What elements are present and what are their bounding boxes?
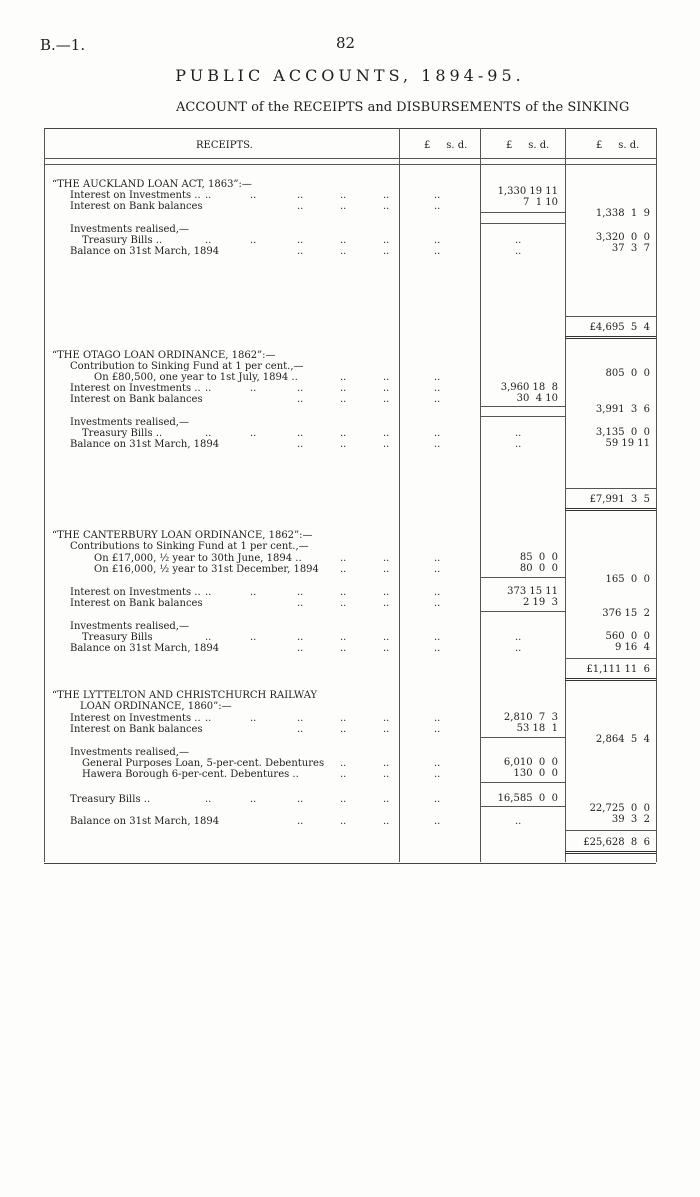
leader-dot: .. (340, 439, 347, 450)
column-header-1: £ s. d. (424, 140, 468, 151)
leader-dot: .. (205, 428, 212, 439)
row-label: Treasury Bills .. (82, 428, 163, 439)
row-label: Interest on Bank balances (70, 598, 203, 609)
leader-dot: .. (340, 758, 347, 769)
leader-dot: .. (515, 816, 522, 827)
leader-dot: .. (383, 190, 390, 201)
leader-dot: .. (383, 598, 390, 609)
leader-dot: .. (340, 632, 347, 643)
section-title: “THE OTAGO LOAN ORDINANCE, 1862”:— (52, 350, 276, 361)
column-header-3: £ s. d. (596, 140, 640, 151)
leader-dot: .. (383, 564, 390, 575)
leader-dot: .. (434, 794, 441, 805)
leader-dot: .. (250, 632, 257, 643)
total-rule (565, 830, 656, 831)
leader-dot: .. (383, 769, 390, 780)
total-double-rule (565, 336, 656, 339)
amount: 373 15 11 (507, 586, 558, 597)
amount: 1,338 1 9 (595, 208, 650, 219)
leader-dot: .. (434, 246, 441, 257)
amount: 6,010 0 0 (503, 757, 558, 768)
leader-dot: .. (515, 632, 522, 643)
leader-dot: .. (434, 564, 441, 575)
leader-dot: .. (383, 713, 390, 724)
amount: 376 15 2 (602, 608, 650, 619)
total-rule (565, 316, 656, 317)
leader-dot: .. (383, 587, 390, 598)
leader-dot: .. (383, 235, 390, 246)
leader-dot: .. (250, 428, 257, 439)
column-header-2: £ s. d. (506, 140, 550, 151)
leader-dot: .. (383, 816, 390, 827)
leader-dot: .. (297, 587, 304, 598)
table-border-left (44, 128, 45, 862)
leader-dot: .. (340, 372, 347, 383)
leader-dot: .. (205, 235, 212, 246)
amount: 22,725 0 0 (589, 803, 650, 814)
leader-dot: .. (515, 246, 522, 257)
leader-dot: .. (434, 758, 441, 769)
amount: 30 4 10 (516, 393, 558, 404)
leader-dot: .. (340, 769, 347, 780)
amount: 7 1 10 (523, 197, 558, 208)
leader-dot: .. (340, 428, 347, 439)
leader-dot: .. (383, 246, 390, 257)
amount: 39 3 2 (611, 814, 650, 825)
leader-dot: .. (297, 816, 304, 827)
leader-dot: .. (205, 383, 212, 394)
total-double-rule (565, 508, 656, 511)
leader-dot: .. (340, 713, 347, 724)
subtotal-rule (480, 611, 565, 612)
leader-dot: .. (434, 724, 441, 735)
amount: 165 0 0 (605, 574, 650, 585)
leader-dot: .. (205, 632, 212, 643)
row-label: On £80,500, one year to 1st July, 1894 .. (94, 372, 298, 383)
section-title: “THE CANTERBURY LOAN ORDINANCE, 1862”:— (52, 530, 313, 541)
amount: 85 0 0 (519, 552, 558, 563)
row-label: Investments realised,— (70, 417, 189, 428)
subtotal-rule (480, 577, 565, 578)
leader-dot: .. (434, 201, 441, 212)
row-label: Investments realised,— (70, 621, 189, 632)
amount: 53 18 1 (516, 723, 558, 734)
amount: 59 19 11 (605, 438, 650, 449)
section-title: “THE AUCKLAND LOAN ACT, 1863”:— (52, 179, 252, 190)
section-total: £1,111 11 6 (586, 664, 650, 675)
subtotal-rule (480, 416, 565, 417)
row-label: Balance on 31st March, 1894 (70, 246, 220, 257)
document-reference: B.—1. (40, 36, 86, 54)
row-label: Balance on 31st March, 1894 (70, 439, 220, 450)
leader-dot: .. (297, 190, 304, 201)
leader-dot: .. (383, 394, 390, 405)
row-label: Treasury Bills (82, 632, 153, 643)
row-label: General Purposes Loan, 5-per-cent. Debentures (82, 758, 325, 769)
table-border-right (656, 128, 657, 862)
amount: 560 0 0 (605, 631, 650, 642)
leader-dot: .. (205, 190, 212, 201)
amount: 2,810 7 3 (503, 712, 558, 723)
leader-dot: .. (434, 383, 441, 394)
leader-dot: .. (434, 553, 441, 564)
row-label: Interest on Bank balances (70, 394, 203, 405)
leader-dot: .. (383, 632, 390, 643)
leader-dot: .. (434, 598, 441, 609)
amount: 3,320 0 0 (595, 232, 650, 243)
leader-dot: .. (340, 598, 347, 609)
leader-dot: .. (434, 372, 441, 383)
leader-dot: .. (340, 246, 347, 257)
row-label: Contribution to Sinking Fund at 1 per cent.,— (70, 361, 304, 372)
leader-dot: .. (340, 794, 347, 805)
page-number: 82 (336, 34, 356, 52)
column-divider-1 (399, 128, 400, 862)
leader-dot: .. (297, 724, 304, 735)
leader-dot: .. (340, 816, 347, 827)
leader-dot: .. (383, 383, 390, 394)
leader-dot: .. (297, 201, 304, 212)
subtotal-rule (480, 806, 565, 807)
leader-dot: .. (297, 428, 304, 439)
leader-dot: .. (434, 587, 441, 598)
leader-dot: .. (434, 632, 441, 643)
leader-dot: .. (340, 383, 347, 394)
row-label: Contributions to Sinking Fund at 1 per cent.,— (70, 541, 309, 552)
amount: 2 19 3 (523, 597, 558, 608)
row-label: Interest on Investments .. (70, 190, 201, 201)
leader-dot: .. (297, 713, 304, 724)
leader-dot: .. (383, 428, 390, 439)
row-label: Interest on Investments .. (70, 383, 201, 394)
leader-dot: .. (515, 235, 522, 246)
leader-dot: .. (297, 383, 304, 394)
leader-dot: .. (250, 587, 257, 598)
leader-dot: .. (340, 724, 347, 735)
header-rule-lower (44, 164, 656, 165)
column-divider-2 (480, 128, 481, 862)
leader-dot: .. (383, 553, 390, 564)
receipts-column-header: RECEIPTS. (196, 140, 253, 151)
leader-dot: .. (515, 643, 522, 654)
row-label: Investments realised,— (70, 747, 189, 758)
leader-dot: .. (434, 235, 441, 246)
leader-dot: .. (515, 428, 522, 439)
leader-dot: .. (383, 201, 390, 212)
amount: 37 3 7 (611, 243, 650, 254)
leader-dot: .. (250, 383, 257, 394)
amount: 9 16 4 (615, 642, 650, 653)
row-label: Interest on Bank balances (70, 724, 203, 735)
leader-dot: .. (340, 564, 347, 575)
leader-dot: .. (205, 713, 212, 724)
leader-dot: .. (297, 246, 304, 257)
subtotal-rule (480, 223, 565, 224)
row-label: On £16,000, ½ year to 31st December, 1894 (94, 564, 319, 575)
leader-dot: .. (297, 439, 304, 450)
amount: 16,585 0 0 (497, 793, 558, 804)
leader-dot: .. (383, 758, 390, 769)
row-label: Hawera Borough 6-per-cent. Debentures .. (82, 769, 299, 780)
amount: 1,330 19 11 (497, 186, 558, 197)
leader-dot: .. (297, 235, 304, 246)
leader-dot: .. (515, 439, 522, 450)
leader-dot: .. (297, 598, 304, 609)
column-divider-3 (565, 128, 566, 862)
leader-dot: .. (383, 794, 390, 805)
leader-dot: .. (205, 794, 212, 805)
leader-dot: .. (250, 190, 257, 201)
leader-dot: .. (340, 201, 347, 212)
leader-dot: .. (340, 235, 347, 246)
row-label: Interest on Investments .. (70, 587, 201, 598)
leader-dot: .. (434, 439, 441, 450)
total-double-rule (565, 678, 656, 681)
leader-dot: .. (434, 713, 441, 724)
leader-dot: .. (297, 643, 304, 654)
leader-dot: .. (340, 643, 347, 654)
leader-dot: .. (383, 439, 390, 450)
leader-dot: .. (434, 428, 441, 439)
leader-dot: .. (250, 235, 257, 246)
total-rule (565, 488, 656, 489)
total-rule (565, 658, 656, 659)
section-total: £25,628 8 6 (583, 837, 650, 848)
leader-dot: .. (250, 713, 257, 724)
row-label: Treasury Bills .. (70, 794, 151, 805)
leader-dot: .. (297, 794, 304, 805)
leader-dot: .. (340, 553, 347, 564)
leader-dot: .. (434, 394, 441, 405)
leader-dot: .. (434, 643, 441, 654)
row-label: Interest on Bank balances (70, 201, 203, 212)
amount: 3,135 0 0 (595, 427, 650, 438)
leader-dot: .. (340, 587, 347, 598)
section-total: £4,695 5 4 (589, 322, 650, 333)
account-subtitle: ACCOUNT of the RECEIPTS and DISBURSEMENTS of the SINKING (176, 100, 630, 115)
section-title: “THE LYTTELTON AND CHRISTCHURCH RAILWAY (52, 690, 318, 701)
amount: 805 0 0 (605, 368, 650, 379)
subtotal-rule (480, 782, 565, 783)
leader-dot: .. (250, 794, 257, 805)
leader-dot: .. (434, 190, 441, 201)
row-label: Treasury Bills .. (82, 235, 163, 246)
section-title-continued: LOAN ORDINANCE, 1860”:— (80, 701, 232, 712)
section-total: £7,991 3 5 (589, 494, 650, 505)
leader-dot: .. (340, 394, 347, 405)
leader-dot: .. (340, 190, 347, 201)
leader-dot: .. (383, 643, 390, 654)
leader-dot: .. (434, 816, 441, 827)
row-label: Balance on 31st March, 1894 (70, 816, 220, 827)
amount: 3,960 18 8 (500, 382, 558, 393)
row-label: Investments realised,— (70, 224, 189, 235)
subtotal-rule (480, 212, 565, 213)
amount: 130 0 0 (513, 768, 558, 779)
amount: 2,864 5 4 (595, 734, 650, 745)
leader-dot: .. (297, 632, 304, 643)
header-rule (44, 158, 656, 159)
row-label: Interest on Investments .. (70, 713, 201, 724)
page-title: PUBLIC ACCOUNTS, 1894-95. (175, 66, 525, 85)
subtotal-rule (480, 737, 565, 738)
leader-dot: .. (205, 587, 212, 598)
row-label: Balance on 31st March, 1894 (70, 643, 220, 654)
row-label: On £17,000, ½ year to 30th June, 1894 .. (94, 553, 302, 564)
total-double-rule (565, 851, 656, 854)
leader-dot: .. (434, 769, 441, 780)
leader-dot: .. (297, 394, 304, 405)
amount: 80 0 0 (519, 563, 558, 574)
leader-dot: .. (383, 724, 390, 735)
leader-dot: .. (383, 372, 390, 383)
subtotal-rule (480, 406, 565, 407)
amount: 3,991 3 6 (595, 404, 650, 415)
